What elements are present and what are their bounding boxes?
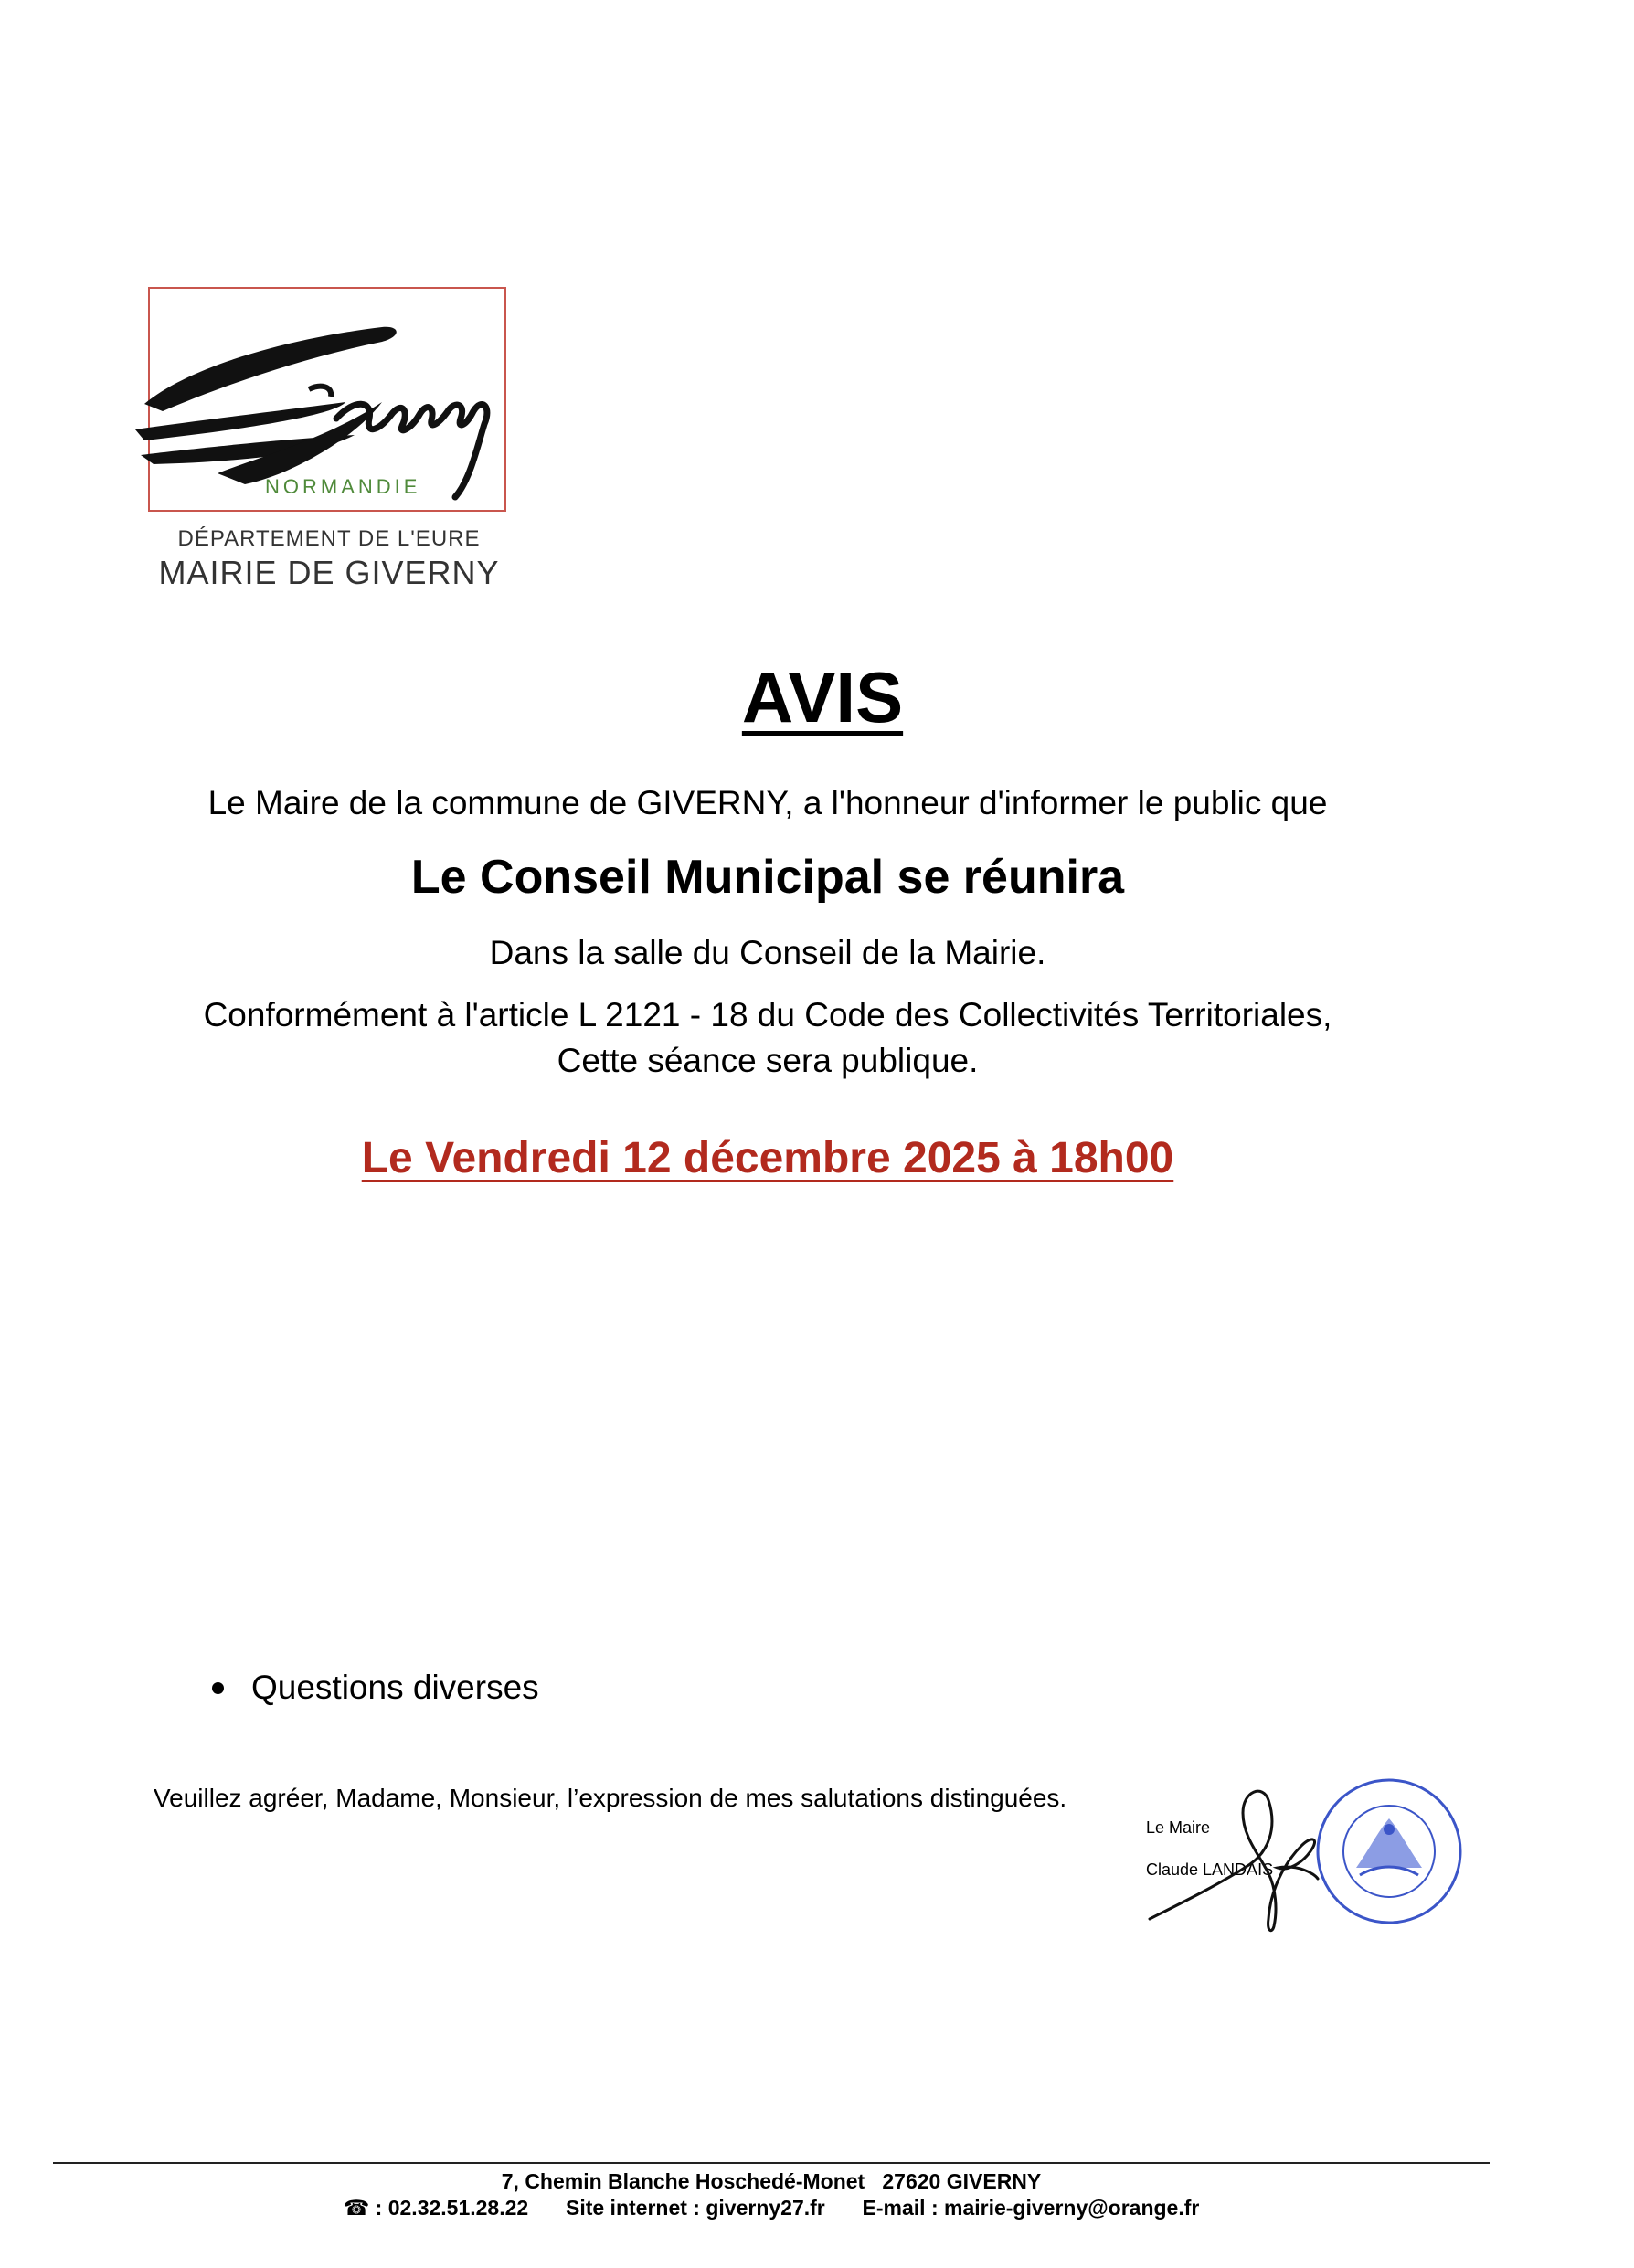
footer-address: 7, Chemin Blanche Hoschedé-Monet 27620 GIVERNY xyxy=(501,2169,1042,2193)
notice-title: AVIS xyxy=(741,657,904,737)
giverny-logo xyxy=(108,302,510,503)
notice-council-heading: Le Conseil Municipal se réunira xyxy=(410,851,1125,904)
signer-title: Le Maire xyxy=(1146,1818,1211,1837)
municipal-seal-icon xyxy=(1314,1776,1464,1926)
meeting-date: Le Vendredi 12 décembre 2025 à 18h00 xyxy=(361,1134,1174,1182)
footer-phone: 02.32.51.28.22 xyxy=(387,2196,529,2220)
signer-name: Claude LANDAIS xyxy=(1146,1860,1274,1879)
footer-divider xyxy=(53,2162,1490,2164)
logo-department: DÉPARTEMENT DE L'EURE xyxy=(177,526,481,551)
footer-email-link[interactable]: mairie-giverny@orange.fr xyxy=(944,2196,1200,2220)
closing-salutation: Veuillez agréer, Madame, Monsieur, l’expression de mes salutations distinguées. xyxy=(154,1784,1067,1812)
footer-site-link[interactable]: giverny27.fr xyxy=(706,2196,825,2220)
list-item xyxy=(212,1669,539,1707)
agenda-item-label: Questions diverses xyxy=(251,1669,539,1706)
telephone-icon: ☎ : xyxy=(343,2196,383,2220)
notice-article: Conformément à l'article L 2121 - 18 du Code des Collectivités Territoriales, xyxy=(203,996,1332,1033)
notice-room: Dans la salle du Conseil de la Mairie. xyxy=(489,934,1046,971)
footer-contact xyxy=(53,2196,1490,2220)
notice-intro: Le Maire de la commune de GIVERNY, a l'honneur d'informer le public que xyxy=(207,784,1328,821)
bullet-icon xyxy=(212,1682,224,1694)
footer-email-label: E-mail : xyxy=(862,2196,939,2220)
logo-mairie: MAIRIE DE GIVERNY xyxy=(158,554,500,591)
signature-icon xyxy=(1141,1773,1323,1937)
footer-site-label: Site internet : xyxy=(565,2196,700,2220)
notice-public: Cette séance sera publique. xyxy=(557,1042,979,1079)
logo-region: NORMANDIE xyxy=(265,475,421,498)
